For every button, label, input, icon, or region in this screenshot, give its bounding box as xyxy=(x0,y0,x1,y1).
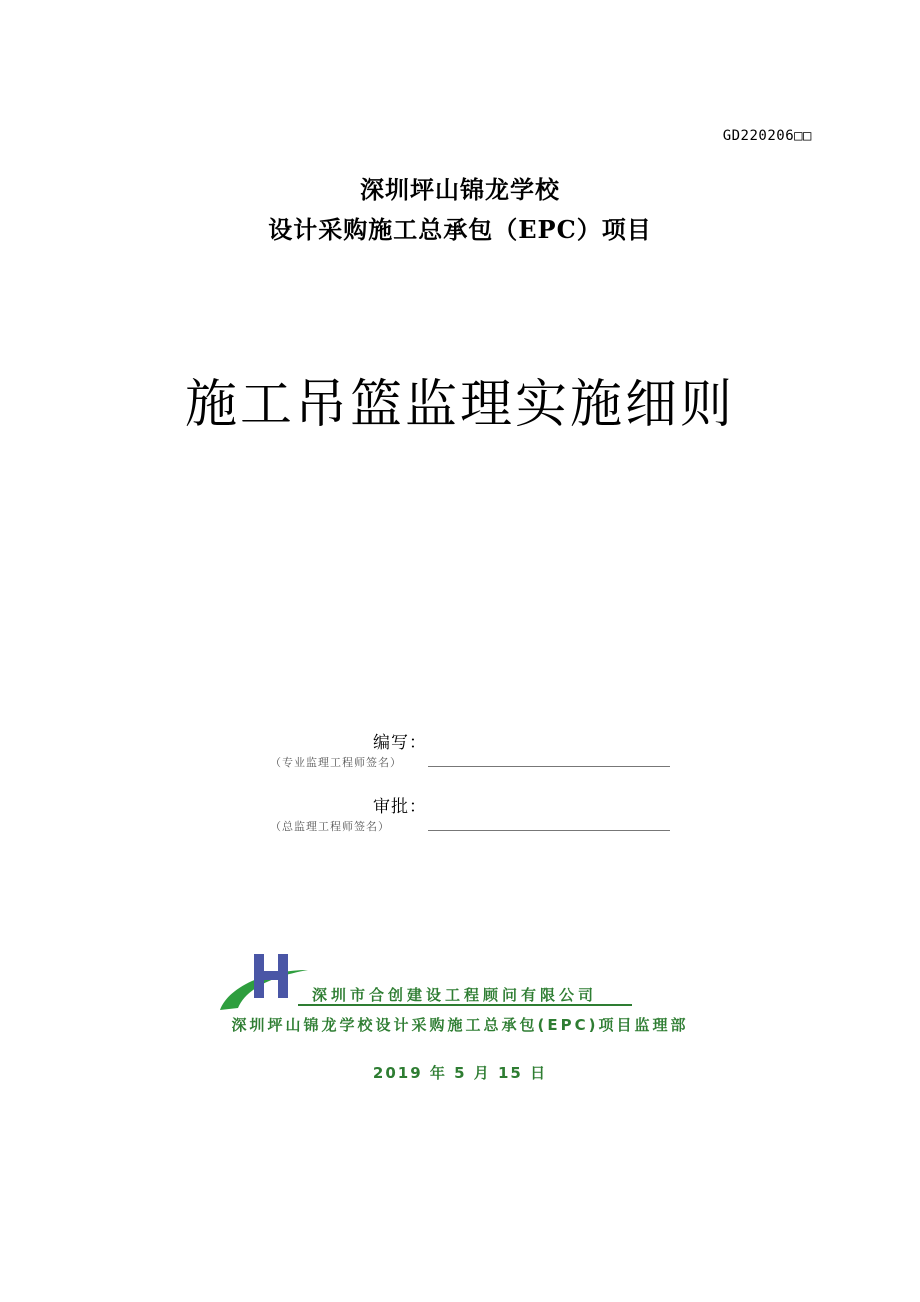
company-name-underline xyxy=(298,1004,632,1006)
author-signature-line xyxy=(428,766,670,767)
document-code: GD220206□□ xyxy=(722,128,812,144)
approver-signature-caption: （总监理工程师签名） xyxy=(270,820,390,833)
approver-signature-line xyxy=(428,830,670,831)
document-title: 施工吊篮监理实施细则 xyxy=(184,375,735,435)
project-name-line-1: 深圳坪山锦龙学校 xyxy=(360,175,560,204)
company-name: 深圳市合创建设工程顾问有限公司 xyxy=(312,986,598,1004)
author-label: 编写： xyxy=(373,733,427,753)
department-name: 深圳坪山锦龙学校设计采购施工总承包(EPC)项目监理部 xyxy=(231,1016,689,1034)
author-signature-caption: （专业监理工程师签名） xyxy=(270,756,402,769)
project-name-line-2: 设计采购施工总承包（EPC）项目 xyxy=(268,215,652,244)
approver-label: 审批： xyxy=(373,797,427,817)
document-date: 2019 年 5 月 15 日 xyxy=(372,1064,548,1082)
